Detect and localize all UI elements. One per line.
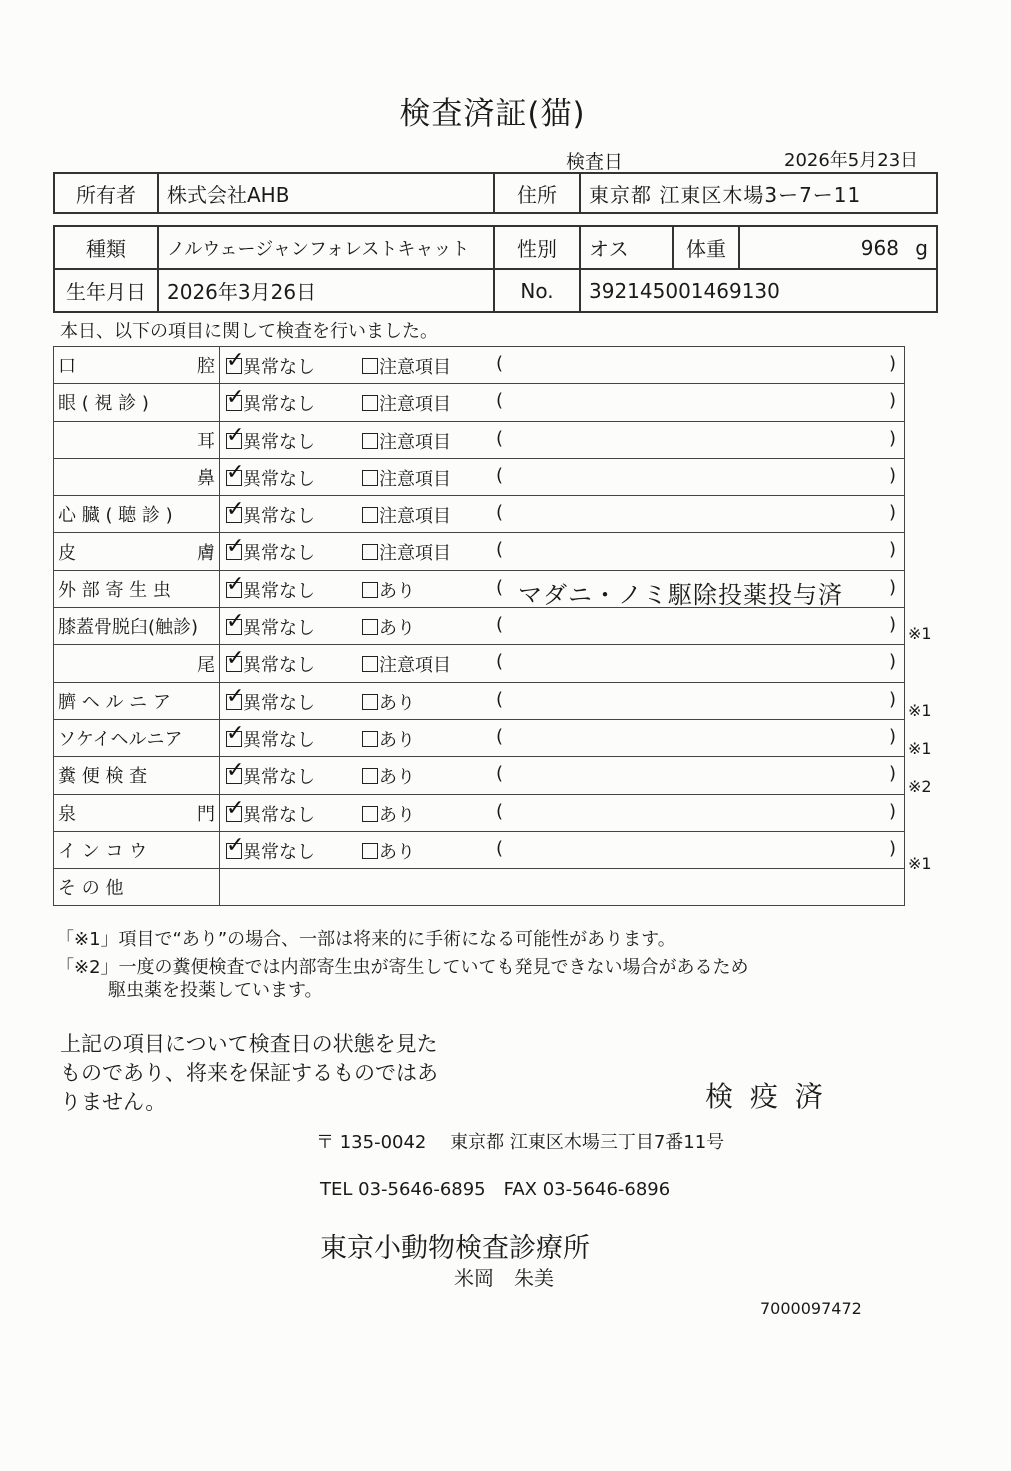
inspection-row: [54, 421, 905, 458]
item-name-end: 尾: [197, 654, 215, 676]
exam-date: 2026年5月23日: [784, 150, 919, 171]
item-name: 皮: [58, 542, 76, 564]
normal-option[interactable]: [226, 348, 315, 379]
normal-option[interactable]: [226, 758, 315, 789]
abnormal-option[interactable]: [362, 465, 451, 491]
item-result-cell: [220, 869, 905, 906]
inspection-row: [54, 608, 905, 645]
check-mark-icon: ✓: [226, 571, 245, 597]
abnormal-option[interactable]: [362, 838, 415, 864]
inspection-row: [54, 757, 905, 794]
checked-checkbox-icon[interactable]: [226, 609, 245, 635]
normal-option[interactable]: [226, 720, 315, 752]
check-mark-icon: ✓: [226, 422, 245, 448]
weight-label: 体重: [673, 226, 739, 269]
checkbox-icon[interactable]: [362, 582, 378, 598]
item-name-cell: [54, 608, 220, 645]
item-name-cell: [54, 570, 220, 607]
note-open-paren: (: [496, 502, 504, 524]
normal-option[interactable]: [226, 609, 315, 640]
note-close-paren: ): [888, 539, 896, 561]
abnormal-option[interactable]: [362, 801, 415, 827]
note-close-paren: ): [888, 763, 896, 785]
weight-cell: [739, 226, 937, 269]
item-result-cell: [220, 533, 905, 570]
inspection-row: [54, 533, 905, 570]
item-name-cell: [54, 757, 220, 794]
normal-option[interactable]: [226, 385, 315, 416]
check-mark-icon: ✓: [226, 646, 245, 672]
normal-option[interactable]: [226, 534, 315, 565]
normal-option-label: 異常なし: [243, 655, 315, 677]
note-open-paren: (: [496, 688, 504, 710]
inspection-row: [54, 384, 905, 421]
item-name: ソケイヘルニア: [58, 729, 183, 751]
item-name: イ ン コ ウ: [58, 841, 148, 862]
dob-value: 2026年3月26日: [158, 269, 494, 312]
abnormal-option-label: 注意項目: [379, 357, 451, 378]
abnormal-option[interactable]: [362, 763, 415, 789]
normal-option-label: 異常なし: [243, 618, 315, 640]
weight-value: 968: [860, 235, 899, 260]
inspection-row: [54, 458, 905, 495]
note-close-paren: ): [888, 725, 896, 747]
checked-checkbox-icon[interactable]: [226, 720, 245, 747]
check-mark-icon: ✓: [226, 795, 245, 821]
checked-checkbox-icon[interactable]: [226, 534, 245, 560]
note-open-paren: (: [496, 800, 504, 822]
normal-option-label: 異常なし: [243, 767, 315, 789]
checkbox-icon[interactable]: [362, 544, 378, 560]
checkbox-icon[interactable]: [362, 694, 378, 710]
check-mark-icon: ✓: [226, 758, 245, 784]
normal-option[interactable]: [226, 795, 315, 827]
item-result-cell: [220, 458, 905, 495]
footnote-reference-mark: ※1: [908, 624, 932, 644]
footnote-reference-mark: ※1: [908, 853, 932, 873]
checkbox-icon[interactable]: [362, 843, 378, 859]
abnormal-option[interactable]: [362, 390, 451, 416]
check-mark-icon: ✓: [226, 720, 245, 746]
owner-label: 所有者: [54, 173, 158, 213]
abnormal-option[interactable]: [362, 539, 451, 565]
note-close-paren: ): [888, 464, 896, 486]
item-name-end: 鼻: [197, 468, 215, 490]
item-name-cell: [54, 347, 220, 384]
abnormal-option-label: 注意項目: [379, 506, 451, 528]
note-open-paren: (: [496, 651, 504, 673]
exam-date-label: 検査日: [566, 151, 624, 173]
note-close-paren: ): [888, 837, 896, 859]
note-open-paren: (: [496, 576, 504, 598]
abnormal-option[interactable]: [362, 651, 451, 677]
item-name-end: 門: [197, 803, 215, 825]
inspection-row: [54, 719, 905, 756]
address-label: 住所: [494, 173, 580, 213]
normal-option[interactable]: [226, 683, 315, 715]
normal-option-label: 異常なし: [243, 580, 315, 602]
item-result-cell: [220, 496, 905, 533]
inspection-row: [54, 831, 905, 868]
normal-option-label: 異常なし: [243, 468, 315, 490]
item-result-cell: [220, 384, 905, 421]
item-name-cell: [54, 496, 220, 533]
checked-checkbox-icon[interactable]: [226, 795, 245, 822]
clinic-name: 東京小動物検査診療所: [320, 1233, 590, 1264]
item-name: 外 部 寄 生 虫: [58, 579, 171, 601]
item-result-cell: [220, 682, 905, 719]
note-close-paren: ): [888, 800, 896, 822]
quarantine-stamp: 検 疫 済: [705, 1080, 827, 1113]
note-open-paren: (: [496, 725, 504, 747]
note-close-paren: ): [888, 427, 896, 449]
check-mark-icon: ✓: [226, 497, 245, 523]
checkbox-icon[interactable]: [362, 619, 378, 635]
item-result-cell: [220, 831, 905, 868]
inspection-row: [54, 570, 905, 607]
owner-value: 株式会社AHB: [158, 173, 494, 213]
normal-option-label: 異常なし: [243, 692, 315, 714]
veterinarian-name: 米岡 朱美: [454, 1266, 554, 1290]
checked-checkbox-icon[interactable]: [226, 571, 245, 598]
note-close-paren: ): [888, 576, 896, 598]
abnormal-option-label: 注意項目: [379, 468, 451, 490]
item-name-cell: [54, 794, 220, 831]
intro-text: 本日、以下の項目に関して検査を行いました。: [60, 321, 438, 342]
item-name-end: 膚: [197, 542, 215, 564]
note-open-paren: (: [496, 464, 504, 486]
abnormal-option[interactable]: [362, 689, 415, 715]
abnormal-option[interactable]: [362, 428, 451, 454]
abnormal-option[interactable]: [362, 502, 451, 528]
animal-table: [53, 225, 938, 313]
abnormal-option-label: 注意項目: [379, 394, 451, 416]
owner-table: [53, 172, 938, 214]
footnote-1: 「※1」項目で“あり”の場合、一部は将来的に手術になる可能性があります。: [56, 929, 676, 950]
note-close-paren: ): [888, 390, 896, 412]
note-close-paren: ): [888, 651, 896, 673]
clinic-phone: TEL 03-5646-6895 FAX 03-5646-6896: [320, 1179, 671, 1200]
item-name-cell: [54, 682, 220, 719]
check-mark-icon: ✓: [226, 683, 245, 709]
item-name-cell: [54, 869, 220, 906]
abnormal-option-label: あり: [379, 804, 415, 826]
abnormal-option-label: あり: [379, 618, 415, 640]
checked-checkbox-icon[interactable]: [226, 385, 245, 411]
serial-number: 7000097472: [760, 1299, 862, 1318]
checkbox-icon[interactable]: [362, 433, 378, 449]
breed-value: ノルウェージャンフォレストキャット: [158, 226, 494, 269]
item-note: マダニ・ノミ駆除投薬投与済: [518, 580, 843, 608]
note-open-paren: (: [496, 353, 504, 374]
inspection-row: [54, 869, 905, 906]
abnormal-option-label: あり: [379, 767, 415, 789]
normal-option-label: 異常なし: [243, 394, 315, 416]
item-name-cell: [54, 533, 220, 570]
check-mark-icon: ✓: [226, 534, 245, 560]
item-name: 臍 ヘ ル ニ ア: [58, 691, 171, 713]
check-mark-icon: ✓: [226, 385, 245, 411]
note-open-paren: (: [496, 763, 504, 785]
checkbox-icon[interactable]: [362, 507, 378, 523]
note-open-paren: (: [496, 427, 504, 449]
inspection-row: [54, 645, 905, 682]
item-result-cell: [220, 719, 905, 756]
item-name: そ の 他: [58, 878, 124, 900]
inspection-row: [54, 682, 905, 719]
item-name: 糞 便 検 査: [58, 766, 148, 788]
page-title: 検査済証(猫): [399, 96, 586, 132]
checked-checkbox-icon[interactable]: [226, 497, 245, 523]
item-name: 膝蓋骨脱臼(触診): [58, 617, 199, 639]
footnote-reference-mark: ※1: [908, 739, 932, 758]
check-mark-icon: ✓: [226, 832, 245, 858]
item-name-cell: [54, 831, 220, 868]
item-result-cell: [220, 794, 905, 831]
abnormal-option-label: あり: [379, 729, 415, 751]
checkbox-icon[interactable]: [362, 656, 378, 672]
item-name-cell: [54, 645, 220, 682]
sex-value: オス: [580, 226, 673, 269]
abnormal-option-label: 注意項目: [379, 543, 451, 565]
normal-option[interactable]: [226, 497, 315, 528]
normal-option[interactable]: [226, 571, 315, 603]
normal-option[interactable]: [226, 459, 315, 491]
note-open-paren: (: [496, 614, 504, 636]
note-open-paren: (: [496, 837, 504, 859]
checkbox-icon[interactable]: [362, 731, 378, 747]
normal-option-label: 異常なし: [243, 543, 315, 565]
note-open-paren: (: [496, 390, 504, 412]
abnormal-option[interactable]: [362, 353, 451, 379]
sex-label: 性別: [494, 226, 580, 269]
note-close-paren: ): [888, 688, 896, 710]
checkbox-icon[interactable]: [362, 358, 378, 374]
checked-checkbox-icon[interactable]: [226, 422, 245, 449]
abnormal-option-label: あり: [379, 841, 415, 863]
item-result-cell: [220, 347, 905, 384]
checkbox-icon[interactable]: [362, 395, 378, 411]
footnote-reference-mark: ※1: [908, 700, 932, 720]
inspection-row: [54, 794, 905, 831]
checkbox-icon[interactable]: [362, 470, 378, 486]
item-name-cell: [54, 719, 220, 756]
normal-option[interactable]: [226, 646, 315, 677]
normal-option[interactable]: [226, 422, 315, 454]
checkbox-icon[interactable]: [362, 768, 378, 784]
abnormal-option-label: あり: [379, 580, 415, 602]
item-name: 泉: [58, 803, 76, 825]
note-close-paren: ): [888, 353, 896, 374]
normal-option-label: 異常なし: [243, 506, 315, 528]
abnormal-option-label: あり: [379, 692, 415, 714]
item-name-cell: [54, 384, 220, 421]
breed-label: 種類: [54, 226, 158, 269]
no-label: No.: [494, 269, 580, 312]
abnormal-option[interactable]: [362, 614, 415, 640]
no-value: 392145001469130: [580, 269, 937, 312]
checked-checkbox-icon[interactable]: [226, 459, 245, 486]
abnormal-option-label: 注意項目: [379, 431, 451, 453]
footnote-reference-mark: ※2: [908, 777, 932, 797]
dob-label: 生年月日: [54, 269, 158, 312]
weight-unit: g: [915, 235, 928, 260]
normal-option-label: 異常なし: [243, 729, 315, 751]
note-close-paren: ): [888, 502, 896, 524]
normal-option[interactable]: [226, 832, 315, 864]
checked-checkbox-icon[interactable]: [226, 832, 245, 859]
item-result-cell: [220, 645, 905, 682]
normal-option-label: 異常なし: [243, 431, 315, 453]
abnormal-option[interactable]: [362, 726, 415, 752]
item-result-cell: [220, 757, 905, 794]
inspection-table: [53, 346, 905, 906]
check-mark-icon: ✓: [226, 348, 245, 373]
note-close-paren: ): [888, 614, 896, 636]
check-mark-icon: ✓: [226, 459, 245, 485]
checked-checkbox-icon[interactable]: [226, 758, 245, 784]
normal-option-label: 異常なし: [243, 841, 315, 863]
checked-checkbox-icon[interactable]: [226, 683, 245, 710]
normal-option-label: 異常なし: [243, 357, 315, 378]
address-value: 東京都 江東区木場3ー7ー11: [580, 173, 937, 213]
item-name: 口: [58, 356, 76, 378]
check-mark-icon: ✓: [226, 609, 245, 635]
item-name-end: 耳: [197, 430, 215, 452]
abnormal-option[interactable]: [362, 577, 415, 603]
normal-option-label: 異常なし: [243, 804, 315, 826]
item-result-cell: [220, 608, 905, 645]
item-name-cell: [54, 421, 220, 458]
checked-checkbox-icon[interactable]: [226, 646, 245, 672]
item-name: 心 臓 ( 聴 診 ): [58, 505, 173, 527]
checkbox-icon[interactable]: [362, 806, 378, 822]
footnote-2-continued: 駆虫薬を投薬しています。: [108, 980, 323, 1001]
abnormal-option-label: 注意項目: [379, 655, 451, 677]
item-result-cell: [220, 570, 905, 607]
checked-checkbox-icon[interactable]: [226, 348, 245, 374]
disclaimer: 上記の項目について検査日の状態を見たものであり、将来を保証するものではありません。: [60, 1032, 438, 1114]
item-result-cell: [220, 421, 905, 458]
item-name-end: 腔: [197, 356, 215, 378]
item-name: 眼 ( 視 診 ): [58, 393, 149, 415]
inspection-row: [54, 496, 905, 533]
clinic-address: 〒 135-0042 東京都 江東区木場三丁目7番11号: [316, 1132, 725, 1153]
note-open-paren: (: [496, 539, 504, 561]
item-name-cell: [54, 458, 220, 495]
inspection-row: [54, 347, 905, 384]
footnote-2: 「※2」一度の糞便検査では内部寄生虫が寄生していても発見できない場合があるため: [56, 957, 749, 978]
